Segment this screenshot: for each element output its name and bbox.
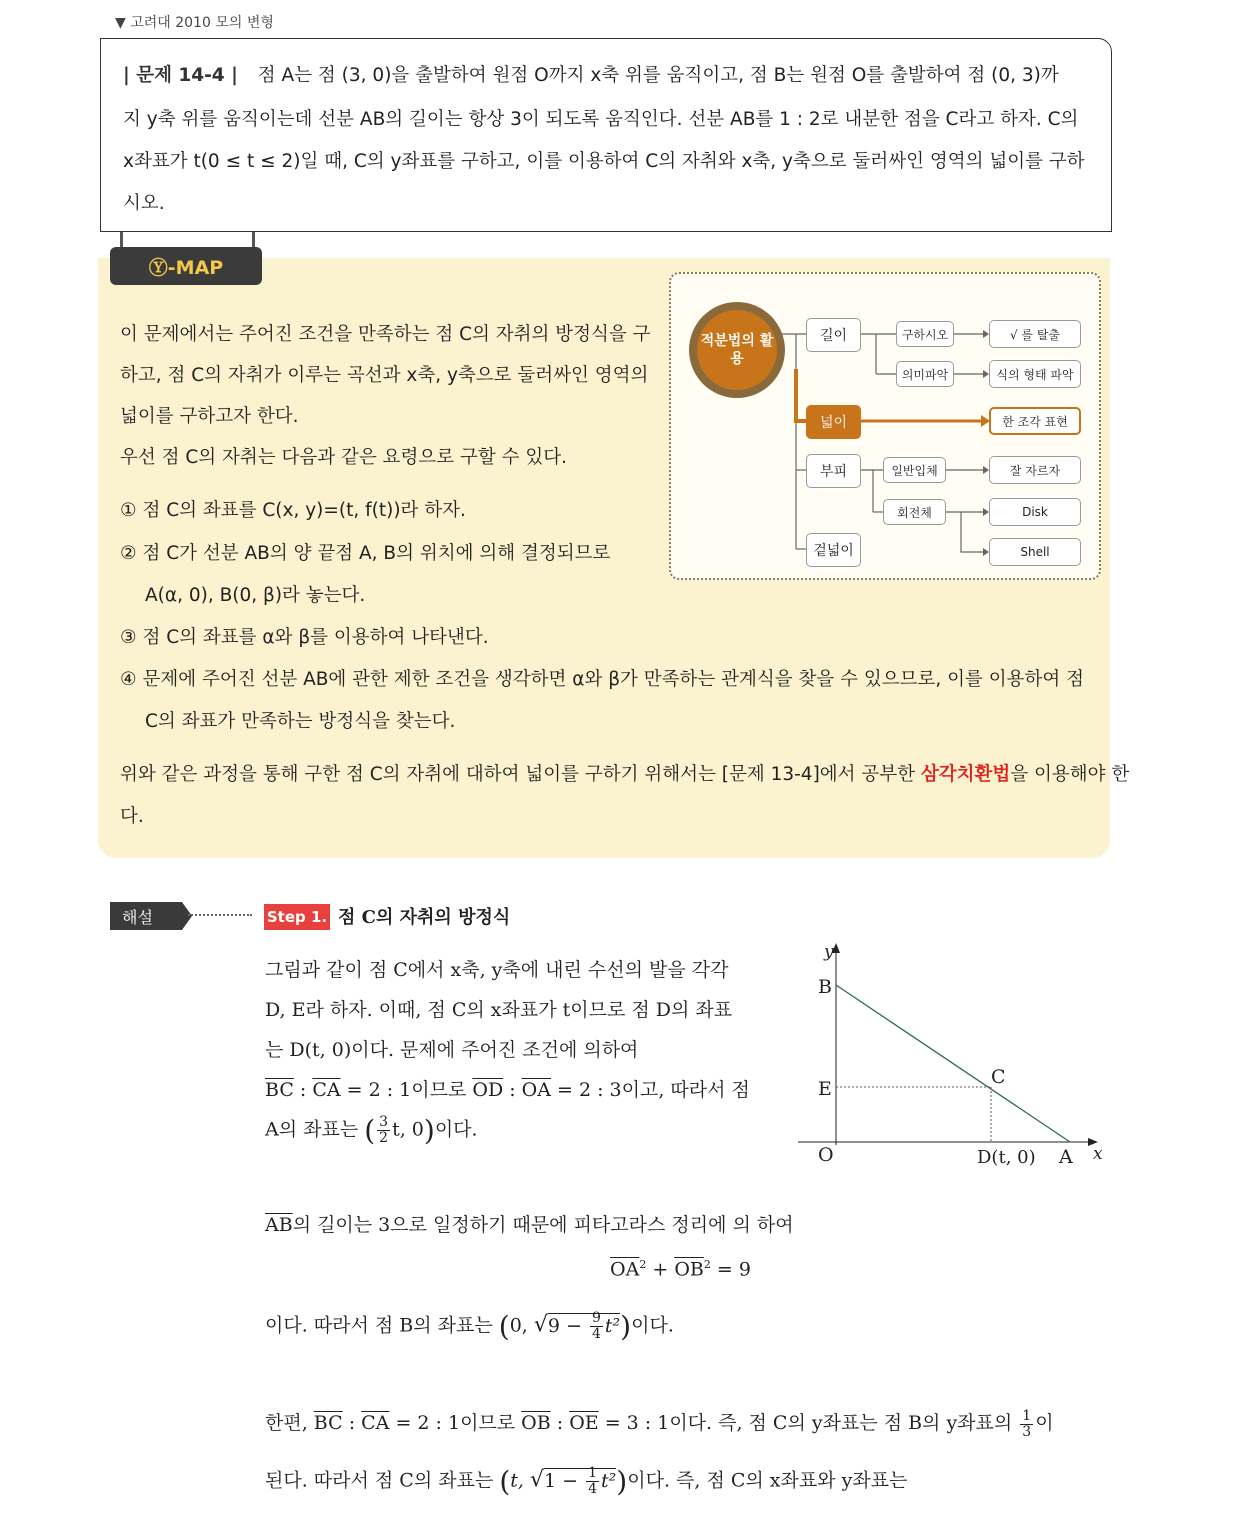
ymap-conclusion-line1 bbox=[120, 760, 1129, 786]
problem-line-1 bbox=[123, 61, 1059, 87]
ymap-step-2a: ② 점 C가 선분 AB의 양 끝점 A, B의 위치에 의해 결정되므로 bbox=[120, 543, 611, 564]
seg-ob: $\overline{OB}$ bbox=[521, 1412, 551, 1434]
solution-line-4 bbox=[265, 1075, 750, 1102]
solution-tag: 해설 bbox=[110, 902, 182, 930]
colon: : bbox=[342, 1412, 362, 1434]
problem-line-4: 시오. bbox=[123, 193, 165, 214]
problem-line-3: x좌표가 t(0 ≤ t ≤ 2)일 때, C의 y좌표를 구하고, 이를 이용하여 C의 자취와 x축, y축으로 둘러싸인 영역의 넓이를 구하 bbox=[123, 151, 1085, 172]
exponent: 2 bbox=[703, 1258, 711, 1271]
b-coord-x: 0, bbox=[509, 1314, 534, 1337]
seg-oe: $\overline{OE}$ bbox=[569, 1412, 599, 1434]
label-y: y bbox=[824, 942, 834, 962]
solution-line-5: A의 좌표는 ( $\frac{3}{2}$ t, 0)이다. bbox=[265, 1114, 478, 1147]
seg-bc: $\overline{BC}$ bbox=[265, 1079, 294, 1101]
step-badge: Step 1. bbox=[264, 904, 330, 930]
numerator: 1 bbox=[588, 1465, 598, 1481]
node-length: 길이 bbox=[806, 318, 861, 352]
seg-oa: $\overline{OA}$ bbox=[521, 1079, 551, 1101]
fraction-9-4 bbox=[590, 1311, 603, 1342]
problem-text-1: 점 A는 점 (3, 0)을 출발하여 원점 O까지 x축 위를 움직이고, 점 B는 원점 O를 출발하여 점 (0, 3)까 bbox=[257, 65, 1059, 86]
coord-mid: t, 0 bbox=[392, 1118, 424, 1141]
label-o: O bbox=[818, 1144, 834, 1166]
node-disk: Disk bbox=[989, 498, 1081, 526]
coord-pre: A의 좌표는 bbox=[265, 1118, 365, 1141]
coordinate-graph bbox=[790, 935, 1120, 1185]
ymap-step-4a: ④ 문제에 주어진 선분 AB에 관한 제한 조건을 생각하면 α와 β가 만족하는 관계식을 찾을 수 있으므로, 이를 이용하여 점 bbox=[120, 669, 1084, 690]
node-general: 일반입체 bbox=[883, 457, 946, 483]
exponent: 2 bbox=[639, 1258, 647, 1271]
solution-tag-arrow bbox=[182, 902, 192, 930]
solution-line-2: D, E라 하자. 이때, 점 C의 x좌표가 t이므로 점 D의 좌표 bbox=[265, 999, 733, 1021]
denominator: 3 bbox=[1022, 1423, 1032, 1440]
node-form: 식의 형태 파악 bbox=[989, 360, 1081, 388]
label-e: E bbox=[818, 1078, 832, 1100]
fraction-3-2 bbox=[377, 1115, 390, 1146]
node-one-piece: 한 조각 표현 bbox=[989, 407, 1081, 435]
problem-label: | 문제 14-4 | bbox=[123, 65, 238, 86]
coord-post: 이다. bbox=[434, 1118, 478, 1141]
denominator: 4 bbox=[591, 1326, 601, 1342]
seg-ca-2: $\overline{CA}$ bbox=[361, 1412, 390, 1434]
plus: + bbox=[646, 1258, 675, 1281]
solution-line-6 bbox=[265, 1210, 794, 1237]
c-coord-pre: 된다. 따라서 점 C의 좌표는 bbox=[265, 1469, 500, 1492]
label-b: B bbox=[818, 976, 832, 998]
sqrt-part: 9 − bbox=[547, 1314, 588, 1337]
ymap-conclusion-line2: 다. bbox=[120, 806, 144, 827]
fraction-1-3 bbox=[1020, 1409, 1033, 1440]
node-volume: 부피 bbox=[806, 454, 861, 488]
ymap-step-4b: C의 좌표가 만족하는 방정식을 찾는다. bbox=[145, 711, 456, 732]
node-surface: 겉넓이 bbox=[806, 533, 861, 567]
b-coord-post: 이다. bbox=[631, 1314, 674, 1337]
seg-od: $\overline{OD}$ bbox=[472, 1079, 504, 1101]
colon: : bbox=[293, 1079, 313, 1101]
source-note: ▼ 고려대 2010 모의 변형 bbox=[115, 15, 274, 31]
node-shell: Shell bbox=[989, 538, 1081, 566]
label-c: C bbox=[991, 1066, 1006, 1088]
solution-line-9: 된다. 따라서 점 C의 좌표는 (t, √1 − $\frac{1}{4}$ t²)이다. 즉, 점 C의 x좌표와 y좌표는 bbox=[265, 1465, 908, 1498]
node-meaning: 의미파악 bbox=[896, 361, 954, 387]
c-coord-x: t, bbox=[510, 1469, 530, 1492]
problem-line-2: 지 y축 위를 움직이는데 선분 AB의 길이는 항상 3이 되도록 움직인다. 선분 AB를 1 : 2로 내분한 점을 C라고 하자. C의 bbox=[123, 109, 1079, 130]
node-rotation: 회전체 bbox=[883, 499, 946, 525]
node-cut: 잘 자르자 bbox=[989, 456, 1081, 484]
fraction-1-4 bbox=[586, 1466, 599, 1497]
concept-map bbox=[669, 272, 1101, 580]
line8-post: 이 bbox=[1035, 1412, 1054, 1434]
label-d: D(t, 0) bbox=[977, 1147, 1036, 1168]
node-area: 넓이 bbox=[806, 405, 861, 439]
t-squared: t² bbox=[604, 1314, 621, 1337]
line8-pre: 한편, bbox=[265, 1412, 314, 1434]
numerator: 9 bbox=[591, 1310, 601, 1326]
solution-line-3: 는 D(t, 0)이다. 문제에 주어진 조건에 의하여 bbox=[265, 1039, 639, 1061]
sqrt-body-b bbox=[547, 1310, 621, 1342]
seg-ab: $\overline{AB}$ bbox=[265, 1214, 293, 1236]
concept-center-ring bbox=[689, 302, 785, 398]
node-escape-root: √ 를 탈출 bbox=[989, 320, 1081, 348]
conclusion-post: 을 이용해야 한 bbox=[1010, 764, 1130, 785]
ratio-text: = 2 : 1이므로 bbox=[340, 1079, 473, 1101]
concept-center: 적분법의 활용 bbox=[697, 310, 777, 390]
b-coord-pre: 이다. 따라서 점 B의 좌표는 bbox=[265, 1314, 499, 1337]
solution-dots bbox=[188, 914, 252, 916]
ymap-step-2b: A(α, 0), B(0, β)라 놓는다. bbox=[145, 585, 366, 606]
ymap-p1-line2: 하고, 점 C의 자취가 이루는 곡선과 x축, y축으로 둘러싸인 영역의 bbox=[120, 365, 649, 386]
conclusion-pre: 위와 같은 과정을 통해 구한 점 C의 자취에 대하여 넓이를 구하기 위해서는 [문제 13-4]에서 공부한 bbox=[120, 764, 921, 785]
denominator: 2 bbox=[379, 1130, 389, 1146]
ymap-badge: Ⓨ-MAP bbox=[110, 247, 262, 285]
sqrt-body-c bbox=[544, 1465, 617, 1497]
colon: : bbox=[503, 1079, 522, 1101]
ymap-step-3: ③ 점 C의 좌표를 α와 β를 이용하여 나타낸다. bbox=[120, 627, 489, 648]
numerator: 3 bbox=[379, 1114, 389, 1130]
solution-line-1: 그림과 같이 점 C에서 x축, y축에 내린 수선의 발을 각각 bbox=[265, 959, 729, 981]
pythagoras-text: 의 길이는 3으로 일정하기 때문에 피타고라스 정리에 의 하여 bbox=[292, 1214, 794, 1236]
problem-box bbox=[100, 38, 1112, 232]
conclusion-highlight: 삼각치환법 bbox=[920, 764, 1011, 785]
solution-line-8 bbox=[265, 1408, 1054, 1440]
label-a: A bbox=[1059, 1146, 1073, 1168]
colon: : bbox=[550, 1412, 570, 1434]
seg-ca: $\overline{CA}$ bbox=[312, 1079, 341, 1101]
c-coord-post: 이다. 즉, 점 C의 x좌표와 y좌표는 bbox=[627, 1469, 908, 1492]
node-compute: 구하시오 bbox=[896, 321, 954, 347]
line8-mid: = 2 : 1이므로 bbox=[389, 1412, 522, 1434]
seg-bc-2: $\overline{BC}$ bbox=[313, 1412, 343, 1434]
seg-ob-eq: $\overline{OB}$ bbox=[674, 1258, 704, 1281]
denominator: 4 bbox=[588, 1481, 598, 1497]
numerator: 1 bbox=[1022, 1407, 1032, 1424]
ratio-end: = 2 : 3이고, 따라서 점 bbox=[550, 1079, 750, 1101]
ymap-step-1: ① 점 C의 좌표를 C(x, y)=(t, f(t))라 하자. bbox=[120, 500, 466, 521]
ymap-p1-line3: 넓이를 구하고자 한다. bbox=[120, 406, 299, 427]
ymap-p2: 우선 점 C의 자취는 다음과 같은 요령으로 구할 수 있다. bbox=[120, 447, 568, 468]
segment-ab bbox=[836, 985, 1070, 1142]
solution-line-7: 이다. 따라서 점 B의 좌표는 (0, √9 − $\frac{9}{4}$ t²)이다. bbox=[265, 1310, 674, 1343]
equals-nine: = 9 bbox=[710, 1258, 751, 1281]
equation-pythagoras bbox=[610, 1258, 751, 1280]
ymap-p1-line1: 이 문제에서는 주어진 조건을 만족하는 점 C의 자취의 방정식을 구 bbox=[120, 324, 651, 345]
step-title: 점 C의 자취의 방정식 bbox=[338, 907, 511, 928]
label-x: x bbox=[1093, 1144, 1103, 1164]
sqrt-part: 1 − bbox=[544, 1469, 585, 1492]
t-squared: t² bbox=[601, 1469, 617, 1492]
seg-oa-eq: $\overline{OA}$ bbox=[610, 1258, 640, 1281]
line8-end: = 3 : 1이다. 즉, 점 C의 y좌표는 점 B의 y좌표의 bbox=[598, 1412, 1019, 1434]
